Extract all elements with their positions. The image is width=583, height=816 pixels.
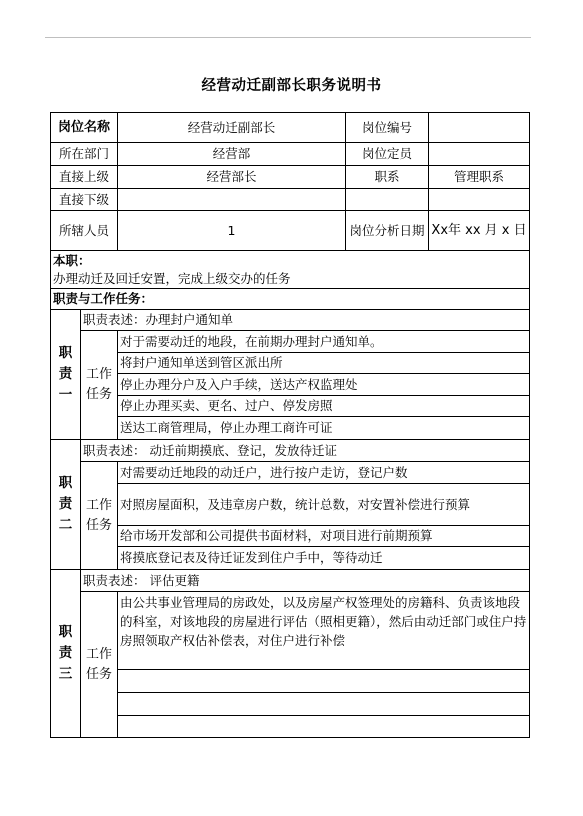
duty-1-description: 职责表述：办理封户通知单 [81, 310, 530, 331]
duty-3-task-2 [118, 670, 530, 693]
empty-cell [429, 189, 530, 211]
job-description-table [50, 112, 530, 738]
duty-2-task-4: 将摸底登记表及待迁证发到住户手中，等待动迁 [118, 547, 530, 570]
position-name-value: 经营动迁副部长 [118, 113, 346, 143]
row-supervisor [51, 166, 530, 189]
duty-1-task-1: 对于需要动迁的地段，在前期办理封户通知单。 [118, 331, 530, 353]
duty-2-name: 职 责 二 [51, 440, 81, 570]
duty-2-task-label: 工作 任务 [81, 462, 118, 570]
headcount-label: 岗位定员 [346, 143, 429, 166]
duty-1-task-3: 停止办理分户及入户手续，送达产权监理处 [118, 374, 530, 396]
position-name-label: 岗位名称 [51, 113, 118, 143]
duty-2-task-1: 对需要动迁地段的动迁户，进行按户走访，登记户数 [118, 462, 530, 484]
header-rule [45, 37, 531, 38]
staff-label: 所辖人员 [51, 211, 118, 251]
duty-1-task-row [51, 353, 530, 374]
duty-3-description: 职责表述： 评估更籍 [81, 570, 530, 592]
position-code-value [429, 113, 530, 143]
document-title: 经营动迁副部长职务说明书 [201, 77, 382, 94]
duty-1-task-label: 工作 任务 [81, 331, 118, 440]
duty-2-task-row [51, 526, 530, 547]
duty-1-task-5: 送达工商管理局，停止办理工商许可证 [118, 417, 530, 440]
staff-count: 1 [118, 211, 346, 251]
supervisor-value: 经营部长 [118, 166, 346, 189]
duty-1-task-4: 停止办理买卖、更名、过户、停发房照 [118, 396, 530, 417]
row-position-name [51, 113, 530, 143]
duty-3-task-3 [118, 693, 530, 716]
duty-2-description: 职责表述： 动迁前期摸底、登记，发放待迁证 [81, 440, 530, 462]
duty-3-task-row [51, 693, 530, 716]
row-duty-summary [51, 251, 530, 289]
empty-cell [346, 189, 429, 211]
grade-value: 管理职系 [429, 166, 530, 189]
duty-2-task-row [51, 462, 530, 484]
analysis-date-value: Xx年 xx 月 x 日 [429, 211, 530, 251]
duty-1-task-2: 将封户通知单送到管区派出所 [118, 353, 530, 374]
duty-summary-label: 本职： [53, 253, 91, 268]
duty-1-task-row [51, 417, 530, 440]
duty-2-task-row [51, 547, 530, 570]
duty-2-task-3: 给市场开发部和公司提供书面材料，对项目进行前期预算 [118, 526, 530, 547]
grade-label: 职系 [346, 166, 429, 189]
department-value: 经营部 [118, 143, 346, 166]
duty-1-task-row [51, 374, 530, 396]
duty-2-task-row [51, 484, 530, 526]
supervisor-label: 直接上级 [51, 166, 118, 189]
duty-3-task-row [51, 716, 530, 738]
duty-1-task-row [51, 331, 530, 353]
responsibilities-label: 职责与工作任务： [51, 289, 530, 310]
duty-1-description-row [51, 310, 530, 331]
department-label: 所在部门 [51, 143, 118, 166]
duty-3-name: 职 责 三 [51, 570, 81, 738]
duty-3-task-row [51, 670, 530, 693]
position-code-label: 岗位编号 [346, 113, 429, 143]
row-staff [51, 211, 530, 251]
analysis-date-label: 岗位分析日期 [346, 211, 429, 251]
duty-3-task-4 [118, 716, 530, 738]
row-subordinate [51, 189, 530, 211]
subordinate-label: 直接下级 [51, 189, 118, 211]
duty-3-task-label: 工作 任务 [81, 592, 118, 738]
duty-1-task-row [51, 396, 530, 417]
duty-1-name: 职 责 一 [51, 310, 81, 440]
duty-2-task-2: 对照房屋面积，及违章房户数，统计总数，对安置补偿进行预算 [118, 484, 530, 526]
duty-3-task-row [51, 592, 530, 670]
duty-summary-text: 办理动迁及回迁安置，完成上级交办的任务 [53, 271, 291, 286]
row-department [51, 143, 530, 166]
subordinate-value [118, 189, 346, 211]
duty-3-description-row [51, 570, 530, 592]
duty-2-description-row [51, 440, 530, 462]
row-responsibilities-heading [51, 289, 530, 310]
duty-3-task-1: 由公共事业管理局的房政处，以及房屋产权签理处的房籍科、负责该地段的科室，对该地段的房屋进行评估（照相更籍），然后由动迁部门或住户持房照领取产权估补偿表，对住户进行补偿 [118, 592, 530, 670]
headcount-value [429, 143, 530, 166]
